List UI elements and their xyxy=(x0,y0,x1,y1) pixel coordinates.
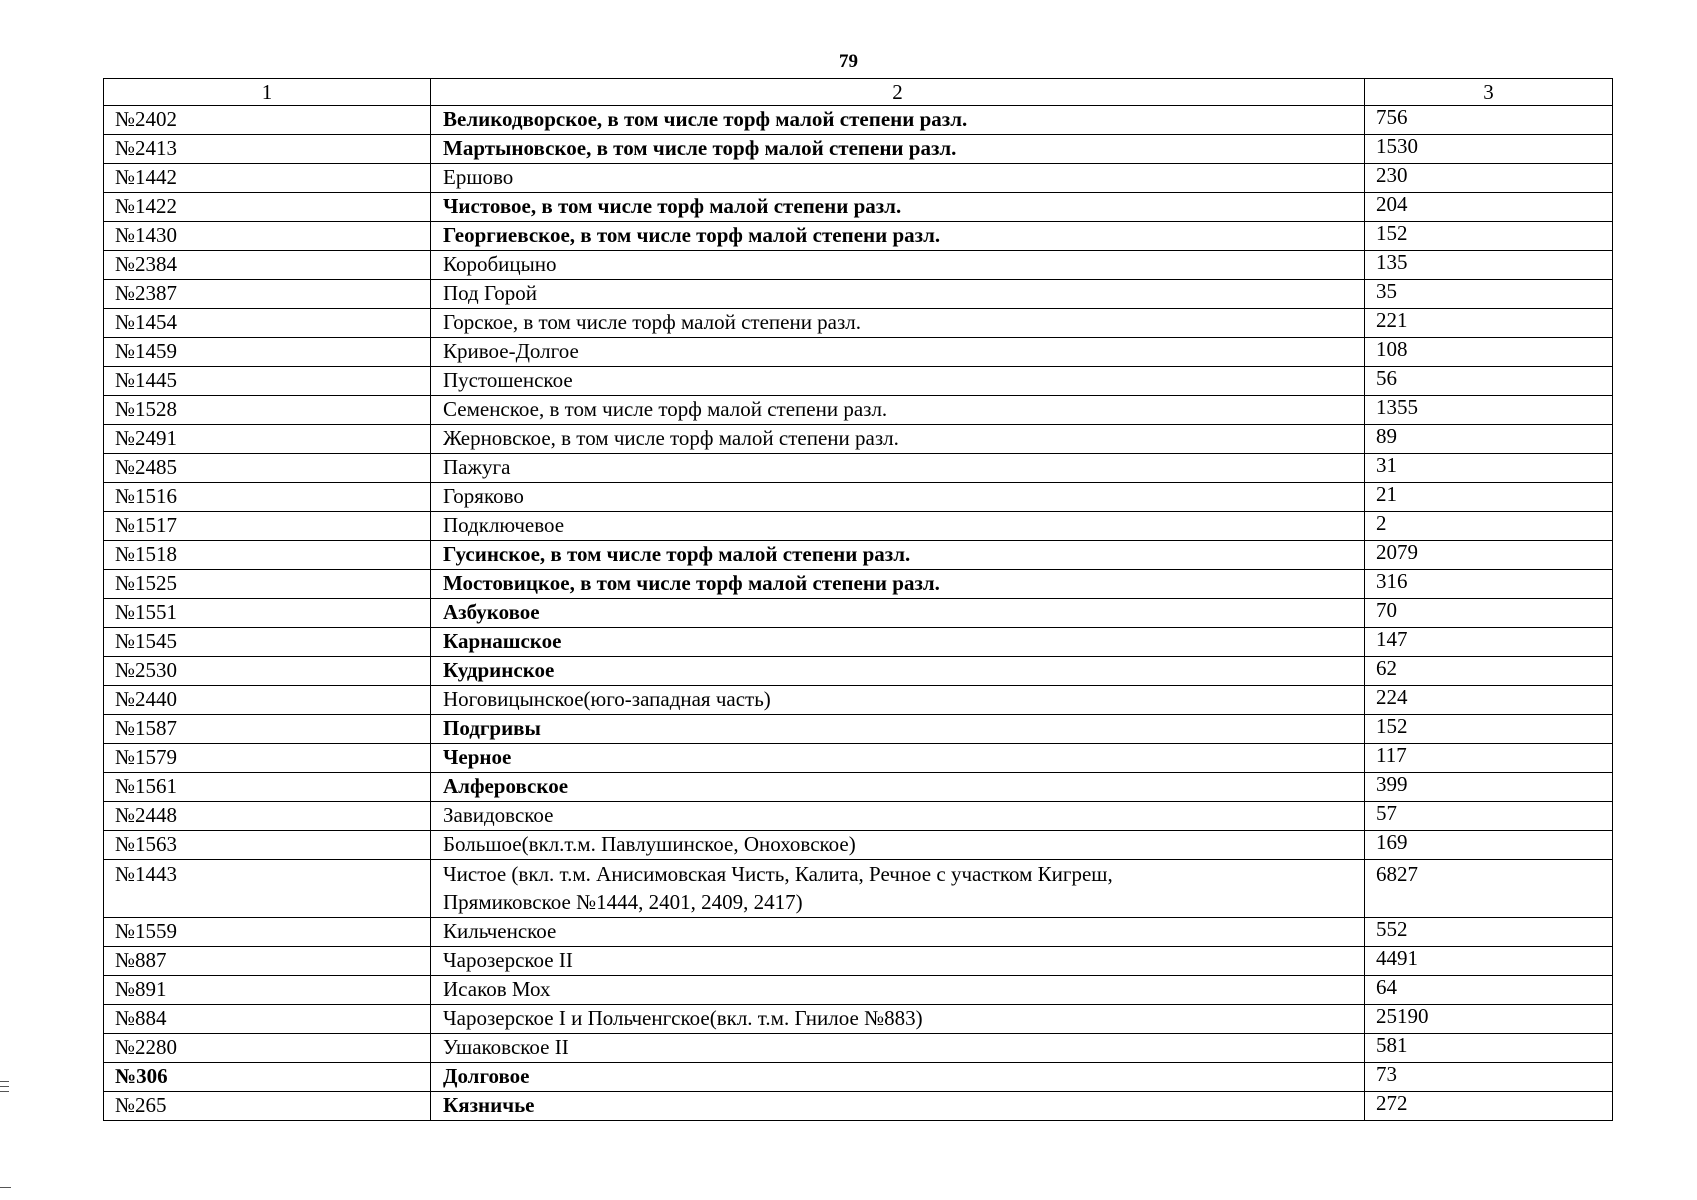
row-value: 21 xyxy=(1365,483,1613,512)
row-value: 89 xyxy=(1365,425,1613,454)
row-value: 169 xyxy=(1365,831,1613,860)
row-value: 2 xyxy=(1365,512,1613,541)
table-row xyxy=(104,802,1613,831)
row-id: №2413 xyxy=(104,135,431,164)
row-name: Чистовое, в том числе торф малой степени разл. xyxy=(431,193,1365,222)
table-row xyxy=(104,541,1613,570)
row-name: Кудринское xyxy=(431,657,1365,686)
table-row xyxy=(104,512,1613,541)
row-id: №1518 xyxy=(104,541,431,570)
row-value: 230 xyxy=(1365,164,1613,193)
table-row xyxy=(104,338,1613,367)
row-value: 4491 xyxy=(1365,947,1613,976)
row-id: №1545 xyxy=(104,628,431,657)
row-id: №1517 xyxy=(104,512,431,541)
row-value: 272 xyxy=(1365,1092,1613,1121)
row-name: Коробицыно xyxy=(431,251,1365,280)
row-name: Под Горой xyxy=(431,280,1365,309)
row-value: 25190 xyxy=(1365,1005,1613,1034)
row-id: №1442 xyxy=(104,164,431,193)
table-row xyxy=(104,1092,1613,1121)
table-row xyxy=(104,860,1613,918)
row-id: №2485 xyxy=(104,454,431,483)
row-name: Горяково xyxy=(431,483,1365,512)
table-row xyxy=(104,135,1613,164)
row-value: 221 xyxy=(1365,309,1613,338)
row-id: №1587 xyxy=(104,715,431,744)
table-row xyxy=(104,193,1613,222)
row-name: Большое(вкл.т.м. Павлушинское, Оноховское) xyxy=(431,831,1365,860)
row-value: 1530 xyxy=(1365,135,1613,164)
row-value: 152 xyxy=(1365,715,1613,744)
row-id: №2384 xyxy=(104,251,431,280)
row-id: №1445 xyxy=(104,367,431,396)
table-row xyxy=(104,222,1613,251)
row-name: Долговое xyxy=(431,1063,1365,1092)
row-name: Подгривы xyxy=(431,715,1365,744)
row-name: Ушаковское II xyxy=(431,1034,1365,1063)
row-name: Исаков Мох xyxy=(431,976,1365,1005)
row-value: 108 xyxy=(1365,338,1613,367)
table-row xyxy=(104,831,1613,860)
table-row xyxy=(104,367,1613,396)
page-number: 79 xyxy=(839,51,858,72)
table-row xyxy=(104,570,1613,599)
row-value: 204 xyxy=(1365,193,1613,222)
row-value: 2079 xyxy=(1365,541,1613,570)
row-name: Кильченское xyxy=(431,918,1365,947)
table-row xyxy=(104,715,1613,744)
table-row xyxy=(104,164,1613,193)
table-row xyxy=(104,918,1613,947)
table-header-row xyxy=(104,79,1613,106)
table-row xyxy=(104,1034,1613,1063)
row-value: 1355 xyxy=(1365,396,1613,425)
row-value: 62 xyxy=(1365,657,1613,686)
row-id: №891 xyxy=(104,976,431,1005)
table-row xyxy=(104,976,1613,1005)
row-name: Горское, в том числе торф малой степени разл. xyxy=(431,309,1365,338)
row-name: Семенское, в том числе торф малой степени разл. xyxy=(431,396,1365,425)
row-name: Мартыновское, в том числе торф малой степени разл. xyxy=(431,135,1365,164)
row-name: Азбуковое xyxy=(431,599,1365,628)
row-name: Гусинское, в том числе торф малой степени разл. xyxy=(431,541,1365,570)
table-row xyxy=(104,947,1613,976)
table-row xyxy=(104,483,1613,512)
row-id: №1563 xyxy=(104,831,431,860)
table-row xyxy=(104,1063,1613,1092)
row-value: 6827 xyxy=(1365,860,1613,918)
row-name: Черное xyxy=(431,744,1365,773)
row-id: №2280 xyxy=(104,1034,431,1063)
row-name: Чарозерское I и Польченгское(вкл. т.м. Гнилое №883) xyxy=(431,1005,1365,1034)
row-value: 135 xyxy=(1365,251,1613,280)
row-id: №265 xyxy=(104,1092,431,1121)
row-value: 73 xyxy=(1365,1063,1613,1092)
table-row xyxy=(104,599,1613,628)
row-name: Подключевое xyxy=(431,512,1365,541)
row-name: Чарозерское II xyxy=(431,947,1365,976)
row-name: Алферовское xyxy=(431,773,1365,802)
row-value: 56 xyxy=(1365,367,1613,396)
row-id: №2491 xyxy=(104,425,431,454)
row-value: 152 xyxy=(1365,222,1613,251)
table-row xyxy=(104,251,1613,280)
row-value: 64 xyxy=(1365,976,1613,1005)
row-name: Великодворское, в том числе торф малой степени разл. xyxy=(431,106,1365,135)
row-value: 581 xyxy=(1365,1034,1613,1063)
row-name-line-2: Прямиковское №1444, 2401, 2409, 2417) xyxy=(443,890,803,914)
row-id: №1454 xyxy=(104,309,431,338)
row-name: Кривое-Долгое xyxy=(431,338,1365,367)
row-id: №2530 xyxy=(104,657,431,686)
table-row xyxy=(104,628,1613,657)
row-id: №1430 xyxy=(104,222,431,251)
column-header-3: 3 xyxy=(1365,79,1613,106)
table-row xyxy=(104,106,1613,135)
table-row xyxy=(104,657,1613,686)
row-name: Завидовское xyxy=(431,802,1365,831)
row-id: №1422 xyxy=(104,193,431,222)
table-row xyxy=(104,1005,1613,1034)
row-id: №306 xyxy=(104,1063,431,1092)
row-id: №2402 xyxy=(104,106,431,135)
row-id: №887 xyxy=(104,947,431,976)
table-row xyxy=(104,773,1613,802)
row-name: Ершово xyxy=(431,164,1365,193)
row-id: №1551 xyxy=(104,599,431,628)
table-row xyxy=(104,744,1613,773)
row-name: Георгиевское, в том числе торф малой степени разл. xyxy=(431,222,1365,251)
row-value: 31 xyxy=(1365,454,1613,483)
table-row xyxy=(104,686,1613,715)
row-value: 70 xyxy=(1365,599,1613,628)
table-row xyxy=(104,454,1613,483)
row-value: 552 xyxy=(1365,918,1613,947)
row-id: №1561 xyxy=(104,773,431,802)
row-name: Ноговицынское(юго-западная часть) xyxy=(431,686,1365,715)
row-value: 57 xyxy=(1365,802,1613,831)
row-value: 224 xyxy=(1365,686,1613,715)
row-id: №2440 xyxy=(104,686,431,715)
margin-dash xyxy=(0,1187,11,1188)
column-header-2: 2 xyxy=(431,79,1365,106)
table-row xyxy=(104,280,1613,309)
row-name: Мостовицкое, в том числе торф малой степени разл. xyxy=(431,570,1365,599)
row-id: №1443 xyxy=(104,860,431,918)
row-value: 399 xyxy=(1365,773,1613,802)
row-id: №1525 xyxy=(104,570,431,599)
column-header-1: 1 xyxy=(104,79,431,106)
table-row xyxy=(104,396,1613,425)
row-name: Пустошенское xyxy=(431,367,1365,396)
row-id: №1459 xyxy=(104,338,431,367)
row-id: №884 xyxy=(104,1005,431,1034)
data-table xyxy=(103,78,1613,1121)
row-value: 756 xyxy=(1365,106,1613,135)
row-value: 316 xyxy=(1365,570,1613,599)
row-value: 35 xyxy=(1365,280,1613,309)
row-name: Жерновское, в том числе торф малой степени разл. xyxy=(431,425,1365,454)
row-name: Кязничье xyxy=(431,1092,1365,1121)
row-name: Карнашское xyxy=(431,628,1365,657)
row-name-line-1: Чистое (вкл. т.м. Анисимовская Чисть, Калита, Речное с участком Кигреш, xyxy=(443,862,1113,886)
table-row xyxy=(104,309,1613,338)
margin-marks xyxy=(0,1081,10,1096)
row-id: №1559 xyxy=(104,918,431,947)
row-name xyxy=(431,860,1365,918)
row-id: №1516 xyxy=(104,483,431,512)
row-value: 147 xyxy=(1365,628,1613,657)
row-id: №1528 xyxy=(104,396,431,425)
row-id: №1579 xyxy=(104,744,431,773)
table-row xyxy=(104,425,1613,454)
row-id: №2387 xyxy=(104,280,431,309)
row-name: Пажуга xyxy=(431,454,1365,483)
row-value: 117 xyxy=(1365,744,1613,773)
row-id: №2448 xyxy=(104,802,431,831)
